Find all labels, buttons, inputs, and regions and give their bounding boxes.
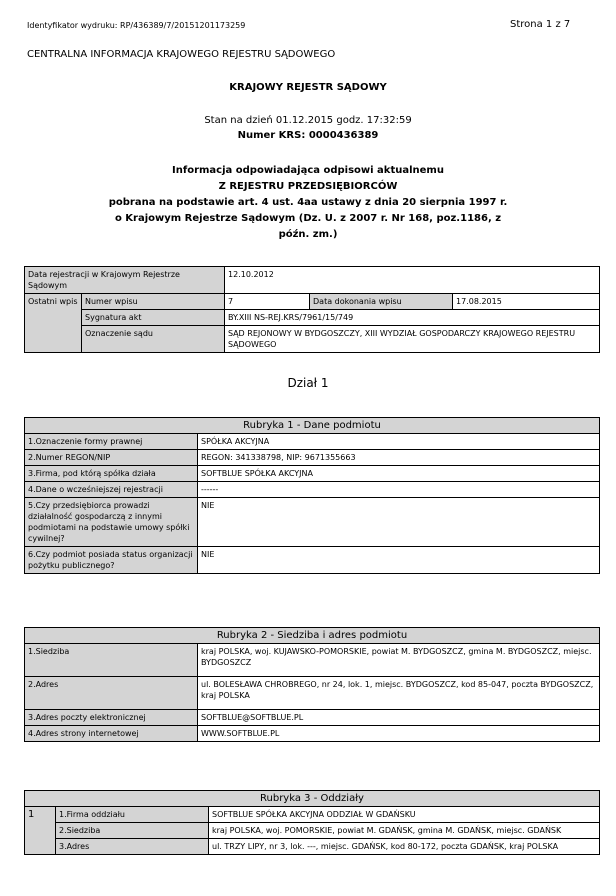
state-date: Stan na dzień 01.12.2015 godz. 17:32:59 [204,115,412,126]
rubryka-3-label: 2.Siedziba [56,823,209,839]
entry-date-label: Data dokonania wpisu [310,294,453,310]
rubryka-2-value: WWW.SOFTBLUE.PL [198,726,600,742]
rubryka-1-table [24,417,600,574]
page-number: Strona 1 z 7 [510,19,571,30]
rubryka-1-value: NIE [198,498,600,547]
branch-number: 1 [25,807,56,855]
court-label: Oznaczenie sądu [82,326,225,353]
print-identifier: Identyfikator wydruku: RP/436389/7/20151201173259 [27,21,246,30]
rubryka-2-value: kraj POLSKA, woj. KUJAWSKO-POMORSKIE, powiat M. BYDGOSZCZ, gmina M. BYDGOSZCZ, miejsc. BYDGOSZCZ [198,644,600,677]
rubryka-3-value: ul. TRZY LIPY, nr 3, lok. ---, miejsc. GDAŃSK, kod 80-172, poczta GDAŃSK, kraj POLSKA [209,839,600,855]
rubryka-1-label: 3.Firma, pod którą spółka działa [25,466,198,482]
entry-date-value: 17.08.2015 [453,294,600,310]
rubryka-1-value: NIE [198,547,600,574]
registration-date-value: 12.10.2012 [225,267,600,294]
central-information-title: CENTRALNA INFORMACJA KRAJOWEGO REJESTRU SĄDOWEGO [27,49,336,60]
rubryka-2-label: 3.Adres poczty elektronicznej [25,710,198,726]
last-entry-label: Ostatni wpis [25,294,82,353]
rubryka-1-value: REGON: 341338798, NIP: 9671355663 [198,450,600,466]
rubryka-1-label: 2.Numer REGON/NIP [25,450,198,466]
info-line-2: Z REJESTRU PRZEDSIĘBIORCÓW [218,181,398,192]
registration-date-label: Data rejestracji w Krajowym Rejestrze Sądowym [25,267,225,294]
rubryka-1-value: ------ [198,482,600,498]
rubryka-2-label: 2.Adres [25,677,198,710]
rubryka-3-value: SOFTBLUE SPÓŁKA AKCYJNA ODDZIAŁ W GDAŃSKU [209,807,600,823]
court-value: SĄD REJONOWY W BYDGOSZCZY, XIII WYDZIAŁ GOSPODARCZY KRAJOWEGO REJESTRU SĄDOWEGO [225,326,600,353]
entry-number-value: 7 [225,294,310,310]
rubryka-1-label: 5.Czy przedsiębiorca prowadzi działalność gospodarczą z innymi podmiotami na podstawie umowy spółki cywilnej? [25,498,198,547]
rubryka-2-title: Rubryka 2 - Siedziba i adres podmiotu [25,628,600,644]
rubryka-3-table [24,790,600,855]
rubryka-1-label: 1.Oznaczenie formy prawnej [25,434,198,450]
rubryka-2-value: SOFTBLUE@SOFTBLUE.PL [198,710,600,726]
rubryka-2-table [24,627,600,742]
registry-title: KRAJOWY REJESTR SĄDOWY [229,82,387,93]
rubryka-2-label: 4.Adres strony internetowej [25,726,198,742]
rubryka-1-value: SOFTBLUE SPÓŁKA AKCYJNA [198,466,600,482]
info-line-1: Informacja odpowiadająca odpisowi aktualnemu [172,165,444,176]
registration-table [24,266,600,353]
krs-number: Numer KRS: 0000436389 [237,130,379,141]
section-title: Dział 1 [287,376,329,390]
rubryka-3-label: 1.Firma oddziału [56,807,209,823]
signature-label: Sygnatura akt [82,310,225,326]
rubryka-3-value: kraj POLSKA, woj. POMORSKIE, powiat M. GDAŃSK, gmina M. GDAŃSK, miejsc. GDAŃSK [209,823,600,839]
info-line-3: pobrana na podstawie art. 4 ust. 4aa ustawy z dnia 20 sierpnia 1997 r. o Krajowym Rejestrze Sądowym (Dz. U. z 2007 r. Nr 168, poz.1186, z późn. zm.) [108,197,508,240]
signature-value: BY.XIII NS-REJ.KRS/7961/15/749 [225,310,600,326]
rubryka-1-value: SPÓŁKA AKCYJNA [198,434,600,450]
info-block [0,163,616,243]
rubryka-1-label: 6.Czy podmiot posiada status organizacji pożytku publicznego? [25,547,198,574]
rubryka-3-label: 3.Adres [56,839,209,855]
rubryka-2-value: ul. BOLESŁAWA CHROBREGO, nr 24, lok. 1, miejsc. BYDGOSZCZ, kod 85-047, poczta BYDGOSZCZ, kraj POLSKA [198,677,600,710]
rubryka-3-title: Rubryka 3 - Oddziały [25,791,600,807]
rubryka-1-label: 4.Dane o wcześniejszej rejestracji [25,482,198,498]
rubryka-2-label: 1.Siedziba [25,644,198,677]
entry-number-label: Numer wpisu [82,294,225,310]
rubryka-1-title: Rubryka 1 - Dane podmiotu [25,418,600,434]
